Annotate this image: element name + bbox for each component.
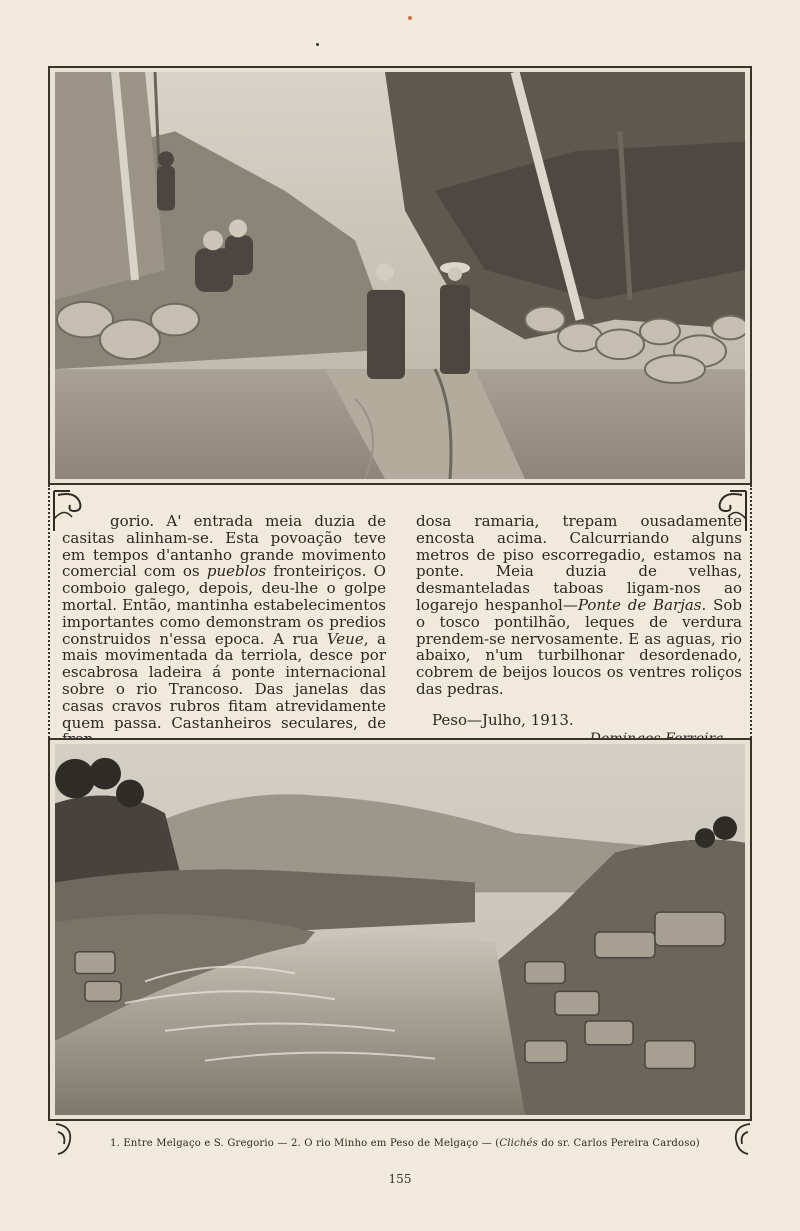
text-run: gorio. A' entrada meia duzia de casitas alinham-se. Esta povoação teve em tempos d'antanho grande movimento comercial com os xyxy=(62,512,386,581)
photo-frame-bottom xyxy=(48,738,752,1121)
italic-term: Veue xyxy=(326,629,364,648)
photo-river-minho xyxy=(55,744,745,1115)
photo-frame-top xyxy=(48,66,752,485)
article-column-left xyxy=(62,513,386,748)
text-run: . Sob o tosco pontilhão, leques de verdura prendem-se nervosamente. E as aguas, rio abaixo, n'um turbilhonar desordenado, cobrem de beijos loucos os ventres roliços das pedras. xyxy=(416,595,742,698)
text-run: dosa ramaria, trepam ousadamente encosta acima. Calcurriando alguns metros de piso escorregadio, estamos na ponte. Meia duzia de velhas, desmanteladas taboas ligam-nos ao logarejo hespanhol— xyxy=(416,512,742,614)
article-paragraph-left xyxy=(62,513,386,748)
caption-ornament-right xyxy=(728,1122,754,1158)
caption-credit: do sr. Carlos Pereira Cardoso) xyxy=(537,1138,700,1149)
dateline: Peso—Julho, 1913. xyxy=(432,710,574,729)
caption-text: 1. Entre Melgaço e S. Gregorio — 2. O rio Minho em Peso de Melgaço — ( xyxy=(110,1138,500,1149)
photo-village-road xyxy=(55,72,745,479)
italic-place-name: Ponte de Barjas xyxy=(577,595,702,614)
article-paragraph-right xyxy=(416,513,742,698)
caption-ornament-left xyxy=(52,1122,78,1158)
page-number: 155 xyxy=(388,1172,412,1186)
caption-credit-italic: Clichés xyxy=(499,1138,538,1149)
text-run: fronteiriços. O comboio galego, depois, deu-lhe o golpe mortal. Então, mantinha estabelecimentos importantes como demonstram os predios construidos n'essa epoca. A rua xyxy=(62,562,386,648)
article-column-right xyxy=(416,513,742,747)
text-run: , a mais movimentada da terriola, desce por escabrosa ladeira á ponte internacional sobre o rio Trancoso. Das janelas das casas cravos rubros fitam atrevidamente quem passa. Castanheiros seculares, de xyxy=(62,629,386,732)
italic-term: pueblos xyxy=(206,562,267,581)
photo-caption xyxy=(95,1138,715,1149)
ink-dot xyxy=(316,43,319,46)
article-text-panel xyxy=(48,485,752,738)
ink-mark xyxy=(408,16,412,20)
